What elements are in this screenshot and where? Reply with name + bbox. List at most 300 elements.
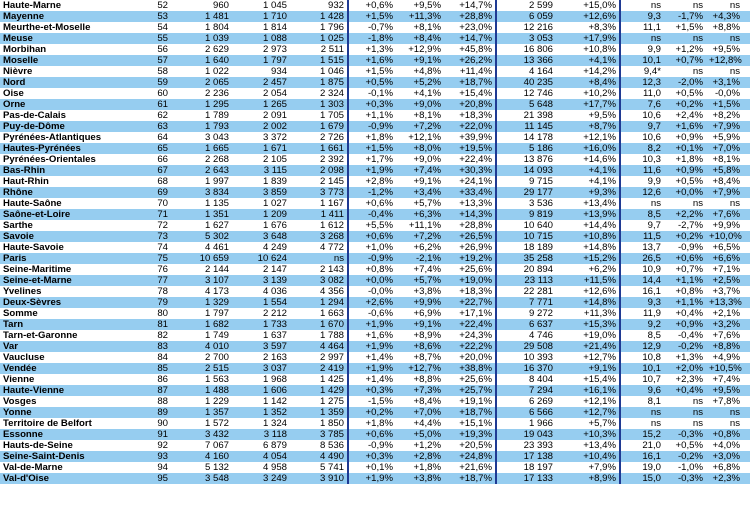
rate-cell: 10,8 <box>620 352 664 363</box>
value-c-cell: 3 082 <box>290 275 348 286</box>
rate-change-1-cell: ns <box>664 0 706 11</box>
value-c-cell: 2 392 <box>290 154 348 165</box>
value-b-cell: 1 142 <box>232 396 290 407</box>
value-a-cell: 1 563 <box>174 374 232 385</box>
value-b-cell: 3 648 <box>232 231 290 242</box>
table-row <box>0 429 750 440</box>
count-change-cell: +9,5% <box>556 110 620 121</box>
change-2-cell: +5,0% <box>396 429 444 440</box>
rate-change-2-cell: +4,3% <box>706 11 750 22</box>
table-row <box>0 264 750 275</box>
rate-change-2-cell: +9,5% <box>706 385 750 396</box>
value-c-cell: 4 490 <box>290 451 348 462</box>
department-code-cell: 66 <box>128 154 174 165</box>
value-a-cell: 1 022 <box>174 66 232 77</box>
rate-cell: 10,1 <box>620 55 664 66</box>
value-b-cell: 4 249 <box>232 242 290 253</box>
change-3-cell: +13,3% <box>444 198 496 209</box>
rate-change-1-cell: +0,2% <box>664 231 706 242</box>
count-change-cell: +4,1% <box>556 165 620 176</box>
count-cell: 23 113 <box>496 275 556 286</box>
department-name-cell: Pyrénées-Atlantiques <box>0 132 128 143</box>
count-cell: 14 178 <box>496 132 556 143</box>
change-1-cell: +0,6% <box>348 0 396 11</box>
department-name-cell: Oise <box>0 88 128 99</box>
change-3-cell: +45,8% <box>444 44 496 55</box>
value-c-cell: 1 661 <box>290 143 348 154</box>
change-3-cell: +20,0% <box>444 352 496 363</box>
count-cell: 20 894 <box>496 264 556 275</box>
change-3-cell: +15,1% <box>444 418 496 429</box>
department-code-cell: 57 <box>128 55 174 66</box>
value-b-cell: 1 088 <box>232 33 290 44</box>
table-row <box>0 385 750 396</box>
count-cell: 16 370 <box>496 363 556 374</box>
change-3-cell: +25,6% <box>444 374 496 385</box>
change-2-cell: +9,1% <box>396 319 444 330</box>
count-cell: 10 715 <box>496 231 556 242</box>
change-3-cell: +11,4% <box>444 66 496 77</box>
count-cell: 10 640 <box>496 220 556 231</box>
rate-change-2-cell: +3,1% <box>706 77 750 88</box>
rate-change-1-cell: +0,7% <box>664 264 706 275</box>
count-cell: 2 599 <box>496 0 556 11</box>
department-code-cell: 63 <box>128 121 174 132</box>
change-1-cell: -0,6% <box>348 308 396 319</box>
department-name-cell: Vienne <box>0 374 128 385</box>
rate-change-1-cell: +0,6% <box>664 253 706 264</box>
department-code-cell: 93 <box>128 451 174 462</box>
value-b-cell: 4 036 <box>232 286 290 297</box>
department-code-cell: 76 <box>128 264 174 275</box>
change-3-cell: +39,9% <box>444 132 496 143</box>
count-change-cell: +17,9% <box>556 33 620 44</box>
rate-cell: 7,6 <box>620 99 664 110</box>
value-c-cell: 8 536 <box>290 440 348 451</box>
change-1-cell: +1,6% <box>348 330 396 341</box>
change-3-cell: +26,5% <box>444 231 496 242</box>
count-cell: 3 536 <box>496 198 556 209</box>
department-name-cell: Territoire de Belfort <box>0 418 128 429</box>
department-name-cell: Puy-de-Dôme <box>0 121 128 132</box>
value-b-cell: 3 249 <box>232 473 290 484</box>
value-a-cell: 1 997 <box>174 176 232 187</box>
value-a-cell: 4 010 <box>174 341 232 352</box>
change-1-cell: +0,6% <box>348 198 396 209</box>
value-b-cell: 3 115 <box>232 165 290 176</box>
value-c-cell: 1 359 <box>290 407 348 418</box>
count-change-cell: +14,4% <box>556 220 620 231</box>
value-b-cell: 2 105 <box>232 154 290 165</box>
department-code-cell: 85 <box>128 363 174 374</box>
rate-change-2-cell: +7,8% <box>706 396 750 407</box>
table-row <box>0 352 750 363</box>
count-cell: 29 177 <box>496 187 556 198</box>
change-2-cell: +11,3% <box>396 11 444 22</box>
change-3-cell: +26,2% <box>444 55 496 66</box>
department-name-cell: Haute-Savoie <box>0 242 128 253</box>
value-b-cell: 1 839 <box>232 176 290 187</box>
department-name-cell: Morbihan <box>0 44 128 55</box>
change-1-cell: +1,3% <box>348 44 396 55</box>
count-cell: 10 393 <box>496 352 556 363</box>
count-cell: 9 272 <box>496 308 556 319</box>
rate-cell: 9,9 <box>620 44 664 55</box>
table-row <box>0 121 750 132</box>
change-1-cell: +1,9% <box>348 473 396 484</box>
count-change-cell: +15,4% <box>556 374 620 385</box>
count-cell: 6 269 <box>496 396 556 407</box>
value-a-cell: 1 640 <box>174 55 232 66</box>
value-a-cell: 1 793 <box>174 121 232 132</box>
rate-change-1-cell: -0,4% <box>664 330 706 341</box>
count-change-cell: +16,0% <box>556 143 620 154</box>
change-2-cell: +8,7% <box>396 352 444 363</box>
department-name-cell: Nièvre <box>0 66 128 77</box>
value-a-cell: 1 295 <box>174 99 232 110</box>
rate-cell: 9,7 <box>620 121 664 132</box>
value-c-cell: 3 268 <box>290 231 348 242</box>
count-cell: 6 059 <box>496 11 556 22</box>
count-change-cell: +11,5% <box>556 275 620 286</box>
change-2-cell: +4,4% <box>396 418 444 429</box>
department-name-cell: Val-d'Oise <box>0 473 128 484</box>
rate-change-1-cell: -2,7% <box>664 220 706 231</box>
change-3-cell: +15,4% <box>444 88 496 99</box>
department-code-cell: 59 <box>128 77 174 88</box>
value-b-cell: 1 671 <box>232 143 290 154</box>
count-change-cell: +13,9% <box>556 209 620 220</box>
value-b-cell: 4 054 <box>232 451 290 462</box>
rate-change-2-cell: +2,3% <box>706 473 750 484</box>
table-row <box>0 297 750 308</box>
change-1-cell: -0,0% <box>348 286 396 297</box>
table-row <box>0 11 750 22</box>
value-b-cell: 1 045 <box>232 0 290 11</box>
rate-change-2-cell: ns <box>706 418 750 429</box>
change-3-cell: +18,3% <box>444 286 496 297</box>
rate-change-2-cell: +5,8% <box>706 165 750 176</box>
rate-change-2-cell: +13,3% <box>706 297 750 308</box>
count-change-cell: +4,1% <box>556 176 620 187</box>
count-cell: 9 715 <box>496 176 556 187</box>
value-c-cell: 1 679 <box>290 121 348 132</box>
value-b-cell: 1 606 <box>232 385 290 396</box>
rate-cell: ns <box>620 198 664 209</box>
value-c-cell: 2 511 <box>290 44 348 55</box>
change-2-cell: +7,2% <box>396 121 444 132</box>
change-3-cell: +20,5% <box>444 440 496 451</box>
change-2-cell: +7,3% <box>396 385 444 396</box>
rate-cell: 11,1 <box>620 22 664 33</box>
rate-cell: 9,6 <box>620 385 664 396</box>
change-1-cell: -0,4% <box>348 209 396 220</box>
change-2-cell: +2,8% <box>396 451 444 462</box>
count-change-cell: +21,4% <box>556 341 620 352</box>
department-code-cell: 53 <box>128 11 174 22</box>
count-cell: 11 145 <box>496 121 556 132</box>
value-c-cell: 1 796 <box>290 22 348 33</box>
value-b-cell: 3 372 <box>232 132 290 143</box>
value-c-cell: 4 464 <box>290 341 348 352</box>
department-code-cell: 62 <box>128 110 174 121</box>
change-2-cell: +4,1% <box>396 88 444 99</box>
rate-change-1-cell: +0,9% <box>664 132 706 143</box>
department-code-cell: 64 <box>128 132 174 143</box>
table-row <box>0 143 750 154</box>
change-1-cell: +1,9% <box>348 319 396 330</box>
rate-cell: 10,6 <box>620 110 664 121</box>
rate-change-2-cell: +4,9% <box>706 352 750 363</box>
department-code-cell: 86 <box>128 374 174 385</box>
rate-change-1-cell: +0,9% <box>664 165 706 176</box>
rate-change-2-cell: +7,4% <box>706 374 750 385</box>
department-name-cell: Hautes-Pyrénées <box>0 143 128 154</box>
value-a-cell: 1 351 <box>174 209 232 220</box>
value-b-cell: 6 879 <box>232 440 290 451</box>
rate-cell: 19,0 <box>620 462 664 473</box>
rate-change-2-cell: +2,5% <box>706 275 750 286</box>
count-change-cell: +8,3% <box>556 22 620 33</box>
rate-change-1-cell: +1,8% <box>664 154 706 165</box>
value-c-cell: 1 025 <box>290 33 348 44</box>
count-change-cell: +12,7% <box>556 407 620 418</box>
rate-change-2-cell: +8,1% <box>706 154 750 165</box>
count-cell: 29 508 <box>496 341 556 352</box>
rate-change-2-cell: +7,9% <box>706 121 750 132</box>
count-change-cell: +12,6% <box>556 286 620 297</box>
rate-cell: 8,5 <box>620 209 664 220</box>
value-c-cell: 5 741 <box>290 462 348 473</box>
value-a-cell: 4 461 <box>174 242 232 253</box>
rate-change-1-cell: ns <box>664 418 706 429</box>
department-code-cell: 68 <box>128 176 174 187</box>
change-2-cell: +3,8% <box>396 286 444 297</box>
change-2-cell: +7,0% <box>396 407 444 418</box>
table-row <box>0 0 750 11</box>
table-row <box>0 44 750 55</box>
table-row <box>0 198 750 209</box>
change-2-cell: +6,9% <box>396 308 444 319</box>
department-name-cell: Hauts-de-Seine <box>0 440 128 451</box>
change-1-cell: +1,5% <box>348 66 396 77</box>
change-1-cell: +0,8% <box>348 264 396 275</box>
rate-change-2-cell: +6,8% <box>706 462 750 473</box>
change-2-cell: -2,1% <box>396 253 444 264</box>
value-a-cell: 7 067 <box>174 440 232 451</box>
change-1-cell: +0,6% <box>348 429 396 440</box>
table-row <box>0 253 750 264</box>
rate-cell: 11,9 <box>620 308 664 319</box>
value-c-cell: 2 419 <box>290 363 348 374</box>
count-cell: 3 053 <box>496 33 556 44</box>
count-cell: 5 648 <box>496 99 556 110</box>
count-change-cell: +19,0% <box>556 330 620 341</box>
rate-change-1-cell: -0,9% <box>664 242 706 253</box>
department-code-cell: 70 <box>128 198 174 209</box>
change-2-cell: +1,2% <box>396 440 444 451</box>
department-code-cell: 79 <box>128 297 174 308</box>
change-2-cell: +8,1% <box>396 22 444 33</box>
count-change-cell: +14,8% <box>556 297 620 308</box>
rate-change-2-cell: +3,2% <box>706 319 750 330</box>
department-code-cell: 83 <box>128 341 174 352</box>
rate-change-2-cell: +8,8% <box>706 341 750 352</box>
count-cell: 13 366 <box>496 55 556 66</box>
department-name-cell: Haute-Vienne <box>0 385 128 396</box>
department-code-cell: 88 <box>128 396 174 407</box>
rate-change-2-cell: ns <box>706 33 750 44</box>
value-a-cell: 3 432 <box>174 429 232 440</box>
value-b-cell: 3 037 <box>232 363 290 374</box>
count-change-cell: +9,3% <box>556 187 620 198</box>
change-2-cell: +9,0% <box>396 99 444 110</box>
rate-change-1-cell: +0,4% <box>664 385 706 396</box>
change-2-cell: +5,7% <box>396 275 444 286</box>
value-c-cell: 2 997 <box>290 352 348 363</box>
table-row <box>0 110 750 121</box>
rate-cell: 26,5 <box>620 253 664 264</box>
count-change-cell: +14,6% <box>556 154 620 165</box>
change-1-cell: +1,6% <box>348 55 396 66</box>
change-3-cell: +22,4% <box>444 154 496 165</box>
count-cell: 35 258 <box>496 253 556 264</box>
count-cell: 7 294 <box>496 385 556 396</box>
rate-change-2-cell: +3,0% <box>706 451 750 462</box>
change-2-cell: +6,3% <box>396 209 444 220</box>
count-cell: 18 189 <box>496 242 556 253</box>
value-c-cell: 3 910 <box>290 473 348 484</box>
value-a-cell: 2 268 <box>174 154 232 165</box>
department-name-cell: Var <box>0 341 128 352</box>
table-row <box>0 99 750 110</box>
change-3-cell: +22,0% <box>444 121 496 132</box>
count-cell: 6 637 <box>496 319 556 330</box>
department-name-cell: Essonne <box>0 429 128 440</box>
change-3-cell: +18,3% <box>444 110 496 121</box>
change-3-cell: +28,8% <box>444 11 496 22</box>
rate-change-2-cell: -0,0% <box>706 88 750 99</box>
rate-cell: 10,9 <box>620 264 664 275</box>
department-code-cell: 69 <box>128 187 174 198</box>
count-cell: 16 806 <box>496 44 556 55</box>
rate-change-2-cell: +7,0% <box>706 143 750 154</box>
department-code-cell: 65 <box>128 143 174 154</box>
count-change-cell: +8,4% <box>556 77 620 88</box>
department-name-cell: Deux-Sèvres <box>0 297 128 308</box>
table-row <box>0 275 750 286</box>
change-3-cell: +30,3% <box>444 165 496 176</box>
value-c-cell: 2 726 <box>290 132 348 143</box>
value-c-cell: 1 294 <box>290 297 348 308</box>
table-row <box>0 440 750 451</box>
change-2-cell: +12,7% <box>396 363 444 374</box>
change-2-cell: +8,4% <box>396 33 444 44</box>
count-cell: 40 235 <box>496 77 556 88</box>
value-b-cell: 3 597 <box>232 341 290 352</box>
count-change-cell: +16,1% <box>556 385 620 396</box>
table-row <box>0 132 750 143</box>
change-1-cell: +0,6% <box>348 231 396 242</box>
value-a-cell: 2 236 <box>174 88 232 99</box>
change-1-cell: +0,2% <box>348 407 396 418</box>
value-a-cell: 1 357 <box>174 407 232 418</box>
department-name-cell: Savoie <box>0 231 128 242</box>
rate-change-2-cell: ns <box>706 407 750 418</box>
value-b-cell: 3 139 <box>232 275 290 286</box>
value-c-cell: 1 303 <box>290 99 348 110</box>
change-1-cell: -0,9% <box>348 253 396 264</box>
value-a-cell: 1 789 <box>174 110 232 121</box>
value-b-cell: 2 002 <box>232 121 290 132</box>
change-2-cell: +12,1% <box>396 132 444 143</box>
rate-cell: 16,1 <box>620 286 664 297</box>
change-3-cell: +33,4% <box>444 187 496 198</box>
count-cell: 17 138 <box>496 451 556 462</box>
value-a-cell: 5 132 <box>174 462 232 473</box>
change-3-cell: +18,7% <box>444 473 496 484</box>
rate-cell: 13,7 <box>620 242 664 253</box>
count-change-cell: +14,8% <box>556 242 620 253</box>
change-3-cell: +24,1% <box>444 176 496 187</box>
rate-change-1-cell: ns <box>664 396 706 407</box>
count-change-cell: +12,6% <box>556 11 620 22</box>
value-b-cell: 3 859 <box>232 187 290 198</box>
change-2-cell: +1,8% <box>396 462 444 473</box>
change-2-cell: +6,2% <box>396 242 444 253</box>
table-row <box>0 176 750 187</box>
rate-change-2-cell: +7,1% <box>706 264 750 275</box>
change-2-cell: +8,1% <box>396 110 444 121</box>
value-a-cell: 2 065 <box>174 77 232 88</box>
rate-cell: ns <box>620 0 664 11</box>
department-code-cell: 72 <box>128 220 174 231</box>
value-a-cell: 1 329 <box>174 297 232 308</box>
department-code-cell: 81 <box>128 319 174 330</box>
rate-change-2-cell: +12,8% <box>706 55 750 66</box>
change-1-cell: +2,8% <box>348 176 396 187</box>
count-change-cell: +14,2% <box>556 66 620 77</box>
rate-change-2-cell: +10,5% <box>706 363 750 374</box>
department-name-cell: Seine-Maritime <box>0 264 128 275</box>
table-row <box>0 242 750 253</box>
department-name-cell: Vaucluse <box>0 352 128 363</box>
change-2-cell: +9,5% <box>396 0 444 11</box>
change-1-cell: +1,5% <box>348 143 396 154</box>
count-cell: 13 876 <box>496 154 556 165</box>
value-c-cell: 1 612 <box>290 220 348 231</box>
rate-cell: 12,6 <box>620 187 664 198</box>
rate-cell: 15,2 <box>620 429 664 440</box>
value-c-cell: 1 850 <box>290 418 348 429</box>
table-row <box>0 77 750 88</box>
value-b-cell: 2 163 <box>232 352 290 363</box>
change-3-cell: +24,8% <box>444 451 496 462</box>
value-c-cell: 2 324 <box>290 88 348 99</box>
value-c-cell: 1 670 <box>290 319 348 330</box>
table-row <box>0 55 750 66</box>
value-a-cell: 1 488 <box>174 385 232 396</box>
change-1-cell: -1,2% <box>348 187 396 198</box>
value-a-cell: 1 135 <box>174 198 232 209</box>
change-2-cell: +9,0% <box>396 154 444 165</box>
department-code-cell: 82 <box>128 330 174 341</box>
rate-change-1-cell: +0,9% <box>664 319 706 330</box>
department-name-cell: Paris <box>0 253 128 264</box>
count-cell: 9 819 <box>496 209 556 220</box>
change-3-cell: +17,1% <box>444 308 496 319</box>
table-row <box>0 231 750 242</box>
